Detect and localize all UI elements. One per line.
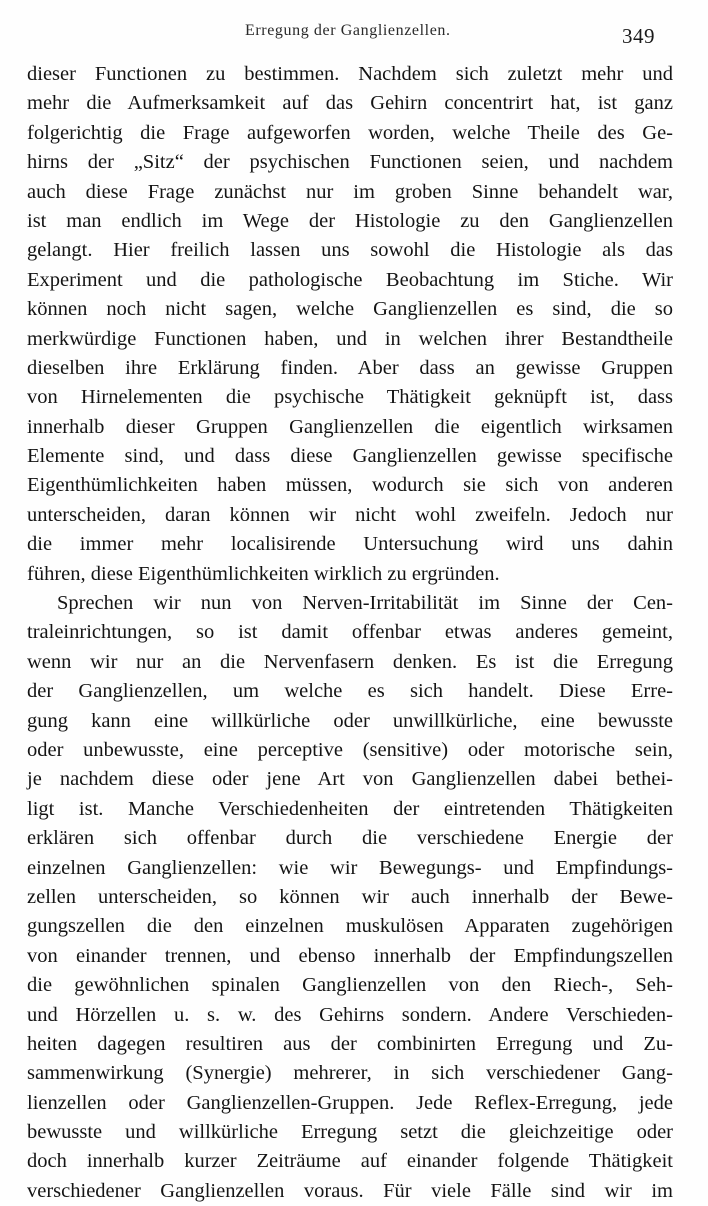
text-line: doch innerhalb kurzer Zeiträume auf einander folgende Thätigkeit [27, 1150, 673, 1173]
body-text [27, 60, 673, 1206]
text-line: auch diese Frage zunächst nur im groben Sinne behandelt war, [27, 180, 673, 203]
text-line: und Hörzellen u. s. w. des Gehirns sondern. Andere Verschieden- [27, 1003, 673, 1026]
text-line: lienzellen oder Ganglienzellen-Gruppen. Jede Reflex-Erregung, jede [27, 1091, 673, 1114]
text-line: einzelnen Ganglienzellen: wie wir Bewegungs- und Empfindungs- [27, 856, 673, 879]
running-title: Erregung der Ganglienzellen. [245, 22, 451, 39]
text-line: hirns der „Sitz“ der psychischen Functionen seien, und nachdem [27, 151, 673, 174]
text-line: dieser Functionen zu bestimmen. Nachdem sich zuletzt mehr und [27, 63, 673, 85]
text-line: sammenwirkung (Synergie) mehrerer, in sich verschiedener Gang- [27, 1062, 673, 1085]
text-line: unterscheiden, daran können wir nicht wohl zweifeln. Jedoch nur [27, 503, 673, 526]
text-line: können noch nicht sagen, welche Ganglienzellen es sind, die so [27, 298, 673, 321]
text-line: mehr die Aufmerksamkeit auf das Gehirn concentrirt hat, ist ganz [27, 92, 673, 115]
text-line: Experiment und die pathologische Beobachtung im Stiche. Wir [27, 268, 673, 291]
text-line: Elemente sind, und dass diese Ganglienzellen gewisse specifische [27, 445, 673, 468]
page-number: 349 [622, 24, 655, 48]
running-header [0, 18, 708, 48]
text-line: der Ganglienzellen, um welche es sich handelt. Diese Erre- [27, 680, 673, 703]
text-line: von einander trennen, und ebenso innerhalb der Empfindungszellen [27, 944, 673, 967]
text-line: ist man endlich im Wege der Histologie zu den Ganglienzellen [27, 209, 673, 232]
text-line: je nachdem diese oder jene Art von Ganglienzellen dabei bethei- [27, 768, 673, 791]
text-line: oder unbewusste, eine perceptive (sensitive) oder motorische sein, [27, 738, 673, 761]
text-line: gelangt. Hier freilich lassen uns sowohl die Histologie als das [27, 239, 673, 262]
text-line: ligt ist. Manche Verschiedenheiten der eintretenden Thätigkeiten [27, 797, 673, 820]
text-line: heiten dagegen resultiren aus der combinirten Erregung und Zu- [27, 1032, 673, 1055]
paragraph [27, 60, 673, 589]
text-line: zellen unterscheiden, so können wir auch innerhalb der Bewe- [27, 885, 673, 908]
text-line: erklären sich offenbar durch die verschiedene Energie der [27, 827, 673, 850]
paragraph [27, 589, 673, 1206]
text-line: gungszellen die den einzelnen muskulösen Apparaten zugehörigen [27, 915, 673, 938]
text-line: führen, diese Eigenthümlichkeiten wirklich zu ergründen. [27, 562, 500, 585]
text-line: traleinrichtungen, so ist damit offenbar etwas anderes gemeint, [27, 621, 673, 644]
text-line: von Hirnelementen die psychische Thätigkeit geknüpft ist, dass [27, 386, 673, 409]
text-line: Sprechen wir nun von Nerven-Irritabilität im Sinne der Cen- [57, 592, 673, 615]
text-line: folgerichtig die Frage aufgeworfen worden, welche Theile des Ge- [27, 121, 673, 144]
text-line: verschiedener Ganglienzellen voraus. Für viele Fälle sind wir im [27, 1179, 673, 1202]
text-line: gung kann eine willkürliche oder unwillkürliche, eine bewusste [27, 709, 673, 732]
text-line: merkwürdige Functionen haben, und in welchen ihrer Bestandtheile [27, 327, 673, 350]
text-line: die immer mehr localisirende Untersuchung wird uns dahin [27, 533, 673, 556]
text-line: Eigenthümlichkeiten haben müssen, wodurch sie sich von anderen [27, 474, 673, 497]
text-line: dieselben ihre Erklärung finden. Aber dass an gewisse Gruppen [27, 356, 673, 379]
text-line: die gewöhnlichen spinalen Ganglienzellen von den Riech-, Seh- [27, 974, 673, 997]
text-line: wenn wir nur an die Nervenfasern denken. Es ist die Erregung [27, 650, 673, 673]
text-line: bewusste und willkürliche Erregung setzt die gleichzeitige oder [27, 1121, 673, 1144]
text-line: innerhalb dieser Gruppen Ganglienzellen die eigentlich wirksamen [27, 415, 673, 438]
